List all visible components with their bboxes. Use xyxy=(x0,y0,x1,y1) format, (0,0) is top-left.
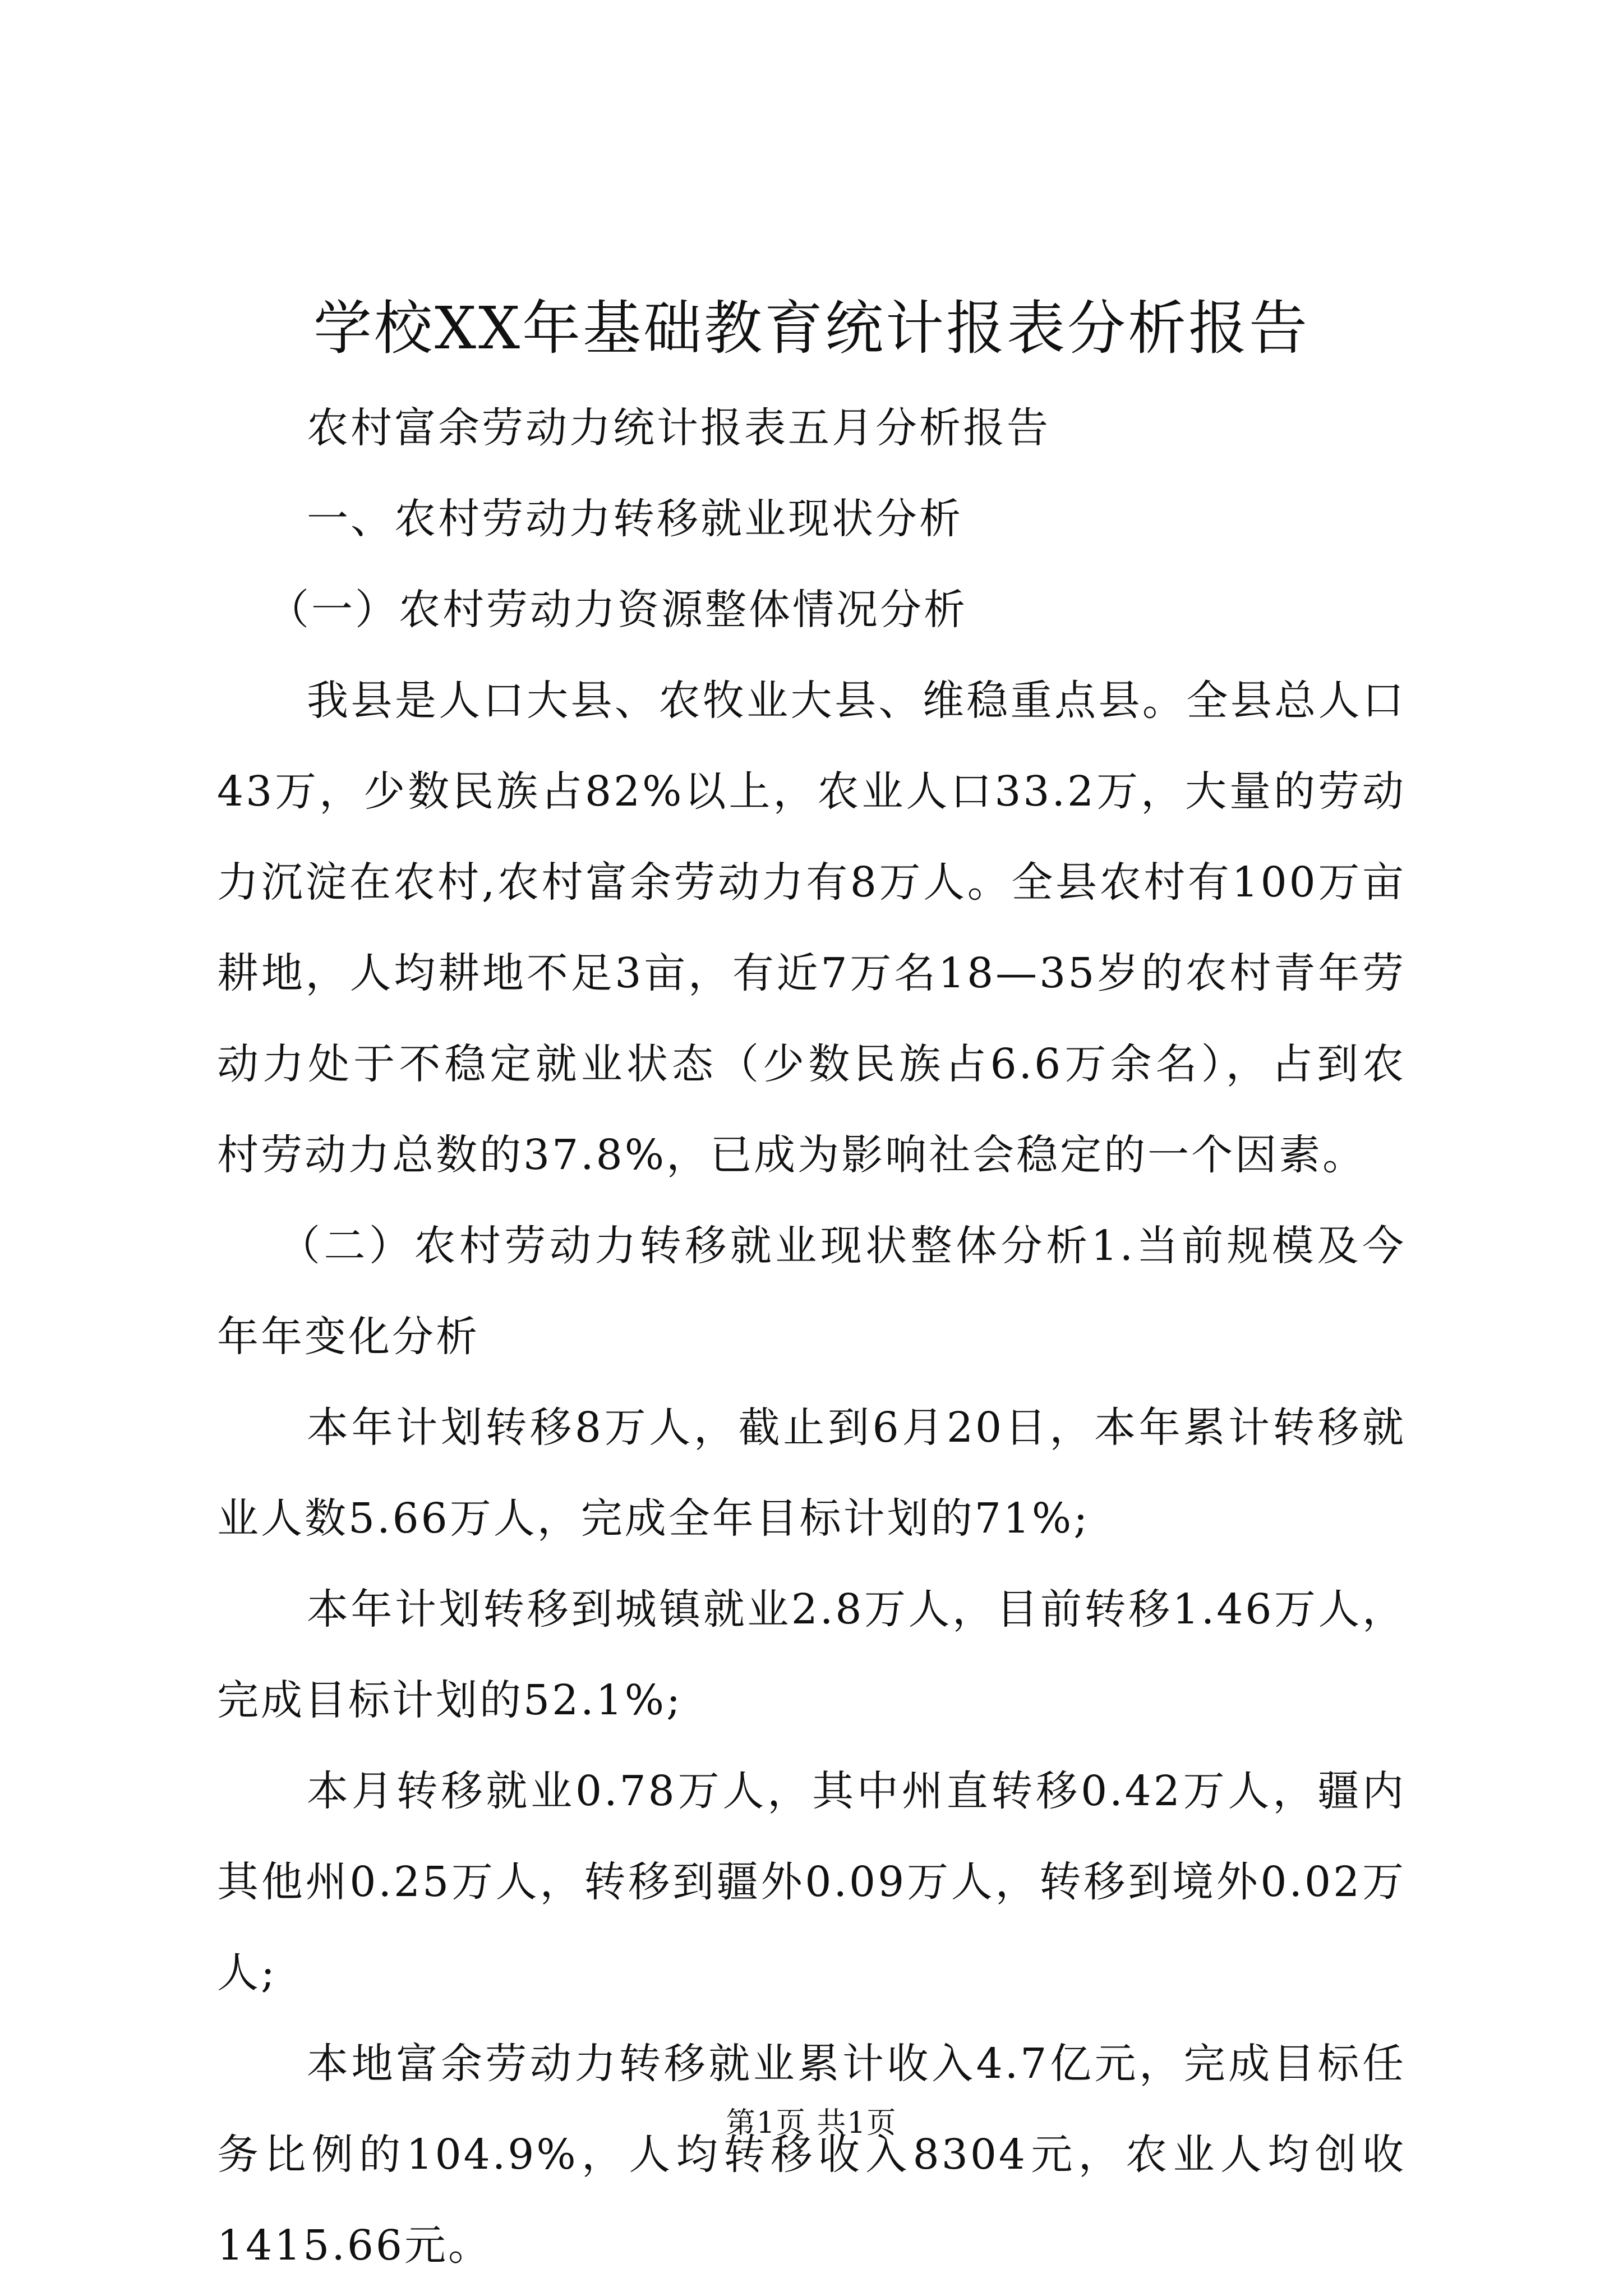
body-paragraph-annual-plan: 本年计划转移8万人，截止到6月20日，本年累计转移就业人数5.66万人，完成全年目标计划的71%; xyxy=(217,1404,1406,1543)
body-paragraph-monthly-transfer: 本月转移就业0.78万人，其中州直转移0.42万人，疆内其他州0.25万人，转移到疆外0.09万人，转移到境外0.02万人; xyxy=(217,1767,1406,1997)
body-paragraph-population: 我县是人口大县、农牧业大县、维稳重点县。全县总人口43万，少数民族占82%以上，农业人口33.2万，大量的劳动力沉淀在农村,农村富余劳动力有8万人。全县农村有100万亩耕地，人均耕地不足3亩，有近7万名18—35岁的农村青年劳动力处于不稳定就业状态（少数民族占6.6万余名），占到农村劳动力总数的37.8%，已成为影响社会稳定的一个因素。 xyxy=(217,677,1406,1179)
body-paragraph-income: 本地富余劳动力转移就业累计收入4.7亿元，完成目标任务比例的104.9%，人均转移收入8304元，农业人均创收1415.66元。 xyxy=(217,2040,1406,2270)
subsection-heading-2: （二）农村劳动力转移就业现状整体分析1.当前规模及今年年变化分析 xyxy=(217,1222,1406,1361)
subsection-heading-1: （一）农村劳动力资源整体情况分析 xyxy=(268,586,967,634)
document-body xyxy=(217,383,1406,2291)
section-heading-1: 一、农村劳动力转移就业现状分析 xyxy=(307,495,963,543)
body-paragraph-urban-transfer: 本年计划转移到城镇就业2.8万人，目前转移1.46万人，完成目标计划的52.1%; xyxy=(217,1585,1406,1724)
subtitle-paragraph: 农村富余劳动力统计报表五月分析报告 xyxy=(307,404,1050,452)
page-footer: 第1页 共1页 xyxy=(726,2106,897,2140)
document-title: 学校XX年基础教育统计报表分析报告 xyxy=(313,294,1310,362)
